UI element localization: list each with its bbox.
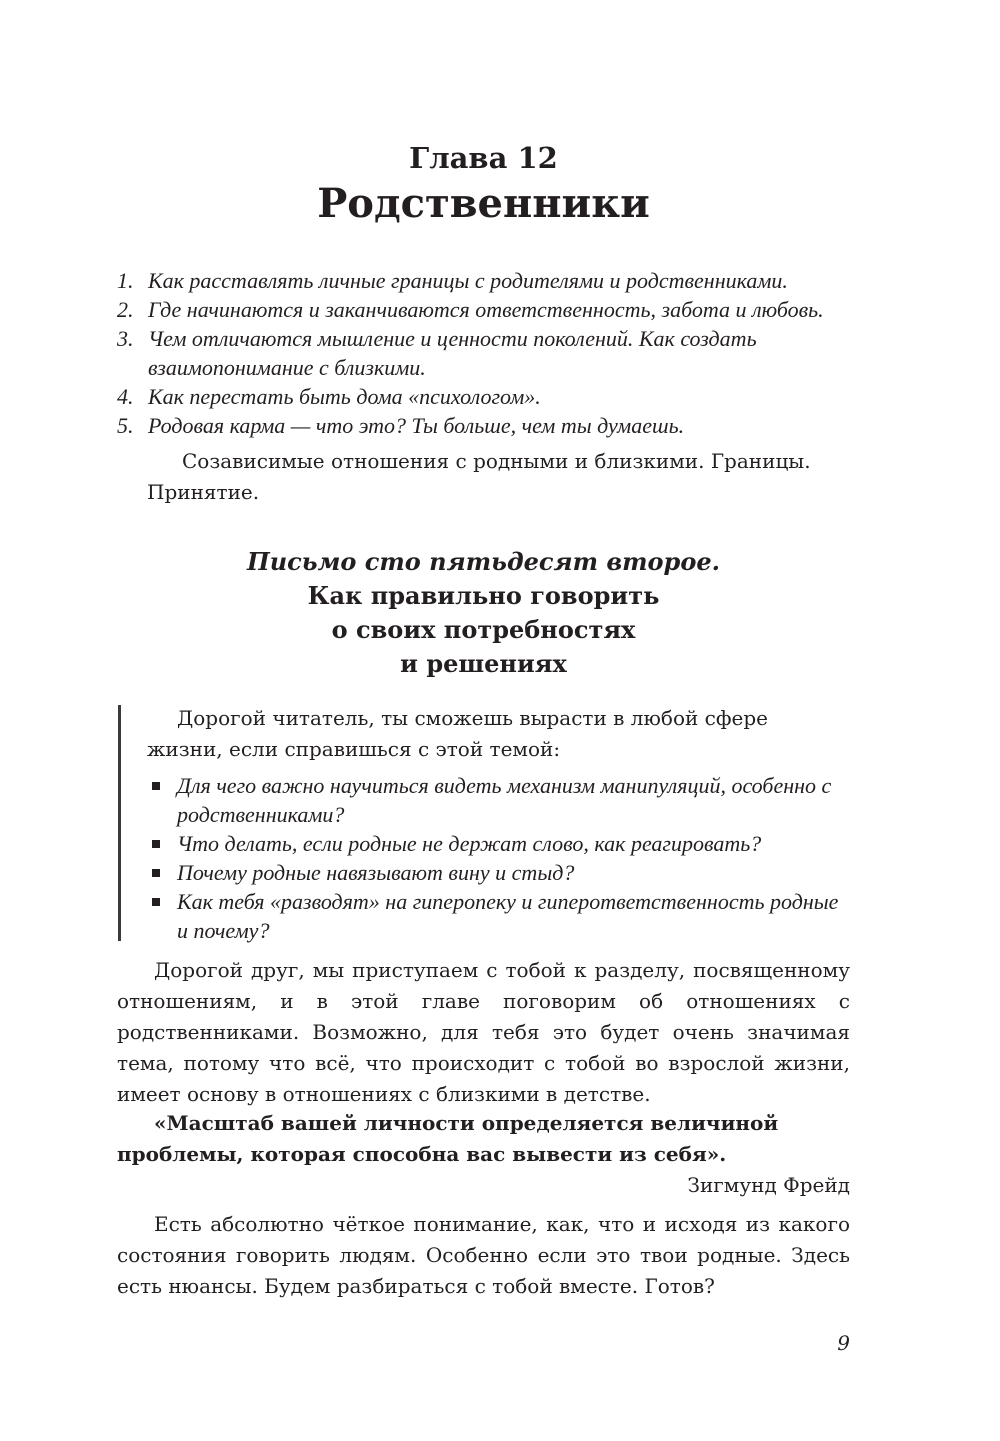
bullet-text: Как тебя «разводят» на гиперопеку и гиперответственность родные и почему? <box>177 889 839 943</box>
lead-paragraph: Дорогой читатель, ты сможешь вырасти в любой сфере жизни, если справишься с этой темой: <box>147 706 769 761</box>
letter-heading <box>117 545 850 681</box>
topic-item <box>117 411 850 440</box>
chapter-topics-list <box>117 266 850 440</box>
bullet-item <box>147 887 850 945</box>
topic-number: 1. <box>117 268 134 293</box>
topic-item <box>117 295 850 324</box>
topic-text: Родовая карма — что это? Ты больше, чем ты думаешь. <box>148 413 685 438</box>
letter-title-line: и решениях <box>400 649 567 678</box>
letter-title-line: Как правильно говорить <box>307 581 660 610</box>
topic-number: 2. <box>117 297 134 322</box>
book-page <box>117 0 850 1441</box>
chapter-number: Глава 12 <box>409 141 558 175</box>
topic-number: 5. <box>117 413 134 438</box>
topic-text: Где начинаются и заканчиваются ответственность, забота и любовь. <box>148 297 824 322</box>
letter-number: Письмо сто пятьдесят второе. <box>247 547 720 576</box>
topic-number: 3. <box>117 326 134 351</box>
letter-title-line: о своих потребностях <box>331 615 636 644</box>
square-bullet-icon <box>152 782 160 790</box>
bullet-item <box>147 858 850 887</box>
lead-block <box>117 703 850 941</box>
chapter-title: Родственники <box>317 180 650 227</box>
bullet-item <box>147 829 850 858</box>
topic-number: 4. <box>117 384 134 409</box>
page-number: 9 <box>837 1331 850 1355</box>
topic-text: Как перестать быть дома «психологом». <box>148 384 541 409</box>
topic-item <box>117 382 850 411</box>
lead-side-rule <box>118 705 121 941</box>
topic-item <box>117 324 850 382</box>
topic-text: Как расставлять личные границы с родителями и родственниками. <box>148 268 788 293</box>
bullet-text: Для чего важно научиться видеть механизм манипуляций, особенно с родственниками? <box>177 773 832 827</box>
bullet-item <box>147 771 850 829</box>
quote-author: Зигмунд Фрейд <box>687 1173 850 1197</box>
topic-text: Чем отличаются мышление и ценности поколений. Как создать взаимопонимание с близкими. <box>148 326 757 380</box>
bullet-text: Что делать, если родные не держат слово, как реагировать? <box>177 831 762 856</box>
body-paragraph: Дорогой друг, мы приступаем с тобой к разделу, посвященному отношениям, и в этой главе поговорим об отношениях с родственниками. Возможно, для тебя это будет очень значимая тема, потому что всё, что происходит с тобой во взрослой жизни, имеет основу в отношениях с близкими в детстве. <box>117 958 850 1106</box>
square-bullet-icon <box>152 840 160 848</box>
square-bullet-icon <box>152 869 160 877</box>
square-bullet-icon <box>152 898 160 906</box>
chapter-intro-paragraph: Созависимые отношения с родными и близкими. Границы. Принятие. <box>147 449 811 504</box>
lead-bullet-list <box>147 771 850 945</box>
body-paragraph: Есть абсолютно чёткое понимание, как, что и исходя из какого состояния говорить людям. Особенно если это твои родные. Здесь есть нюансы. Будем разбираться с тобой вместе. Готов? <box>117 1212 850 1298</box>
topic-item <box>117 266 850 295</box>
bullet-text: Почему родные навязывают вину и стыд? <box>177 860 575 885</box>
epigraph-quote: «Масштаб вашей личности определяется величиной проблемы, которая способна вас вывести из себя». <box>117 1111 779 1166</box>
